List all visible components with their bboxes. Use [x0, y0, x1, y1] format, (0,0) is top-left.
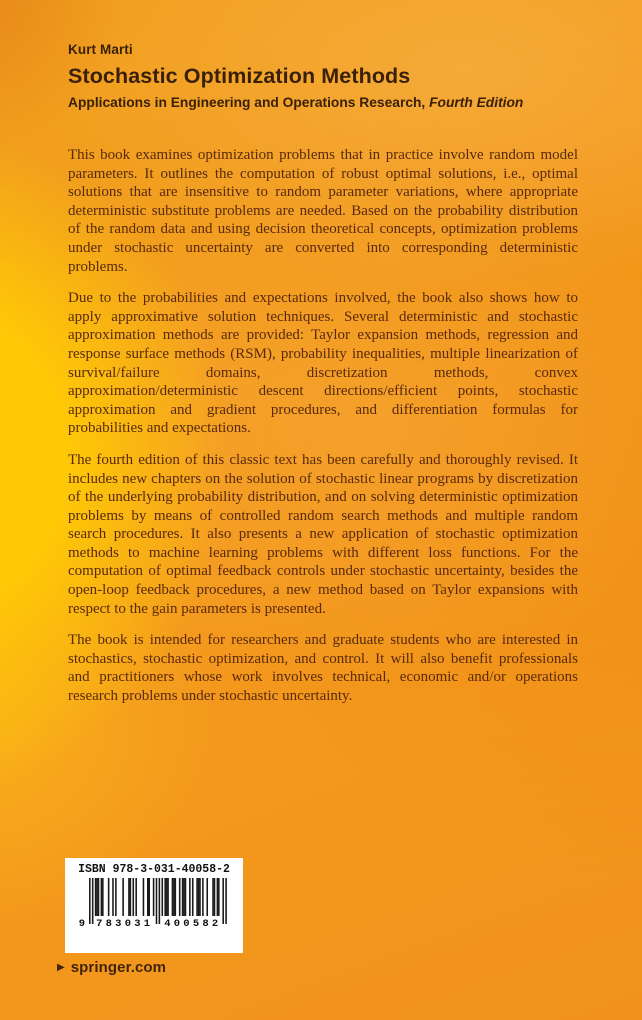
publisher-url: springer.com — [70, 959, 167, 976]
blurb-paragraph-3: The fourth edition of this classic text has been carefully and thoroughly revised. It includes new chapters on the solution of stochastic linear programs by discretization of the underlying probability distribution, and on solving deterministic optimization problems by means of controlled random search methods and multiple random search procedures. It also presents a new application of stochastic optimization methods to machine learning problems with different loss functions. For the computation of optimal feedback controls under stochastic uncertainty, besides the open-loop feedback procedures, a new method based on Taylor expansions with respect to the gain parameters is presented. — [68, 451, 578, 617]
blurb-paragraph-2: Due to the probabilities and expectations involved, the book also shows how to apply approximative solution techniques. Several deterministic and stochastic approximation methods are provided: Taylor expansion methods, regression and response surface methods (RSM), probability inequalities, multiple linearization of survival/failure domains, discretization methods, convex approximation/deterministic descent directions/efficient points, stochastic approximation and gradient procedures, and differentiation formulas for probabilities and expectations. — [68, 290, 578, 437]
blurb-text-block — [68, 146, 578, 719]
subtitle-text: Applications in Engineering and Operations Research, — [68, 95, 430, 110]
isbn-barcode-box — [65, 858, 243, 953]
barcode-digit-group-1: 9 — [78, 918, 85, 930]
isbn-label: ISBN 978-3-031-40058-2 — [78, 863, 230, 876]
play-arrow-icon: ▶ — [57, 962, 65, 973]
barcode-digit-group-3: 400582 — [164, 918, 219, 930]
book-subtitle — [68, 95, 588, 110]
book-header — [68, 42, 588, 110]
subtitle-edition: Fourth Edition — [429, 95, 524, 110]
publisher-link-row — [57, 959, 166, 976]
author-name: Kurt Marti — [68, 42, 133, 57]
blurb-paragraph-4: The book is intended for researchers and graduate students who are interested in stochastics, stochastic optimization, and control. It will also benefit professionals and practitioners whose work involves technical, economic and/or operations research problems under stochastic uncertainty. — [68, 632, 578, 705]
barcode-digit-group-2: 783031 — [96, 918, 151, 930]
ean13-barcode-image — [75, 878, 233, 933]
book-title: Stochastic Optimization Methods — [68, 64, 411, 88]
blurb-paragraph-1: This book examines optimization problems that in practice involve random model parameters. It outlines the computation of robust optimal solutions, i.e., optimal solutions that are insensitive to random parameter variations, where appropriate deterministic substitute problems are needed. Based on the probability distribution of the random data and using decision theoretical concepts, optimization problems under stochastic uncertainty are converted into corresponding deterministic problems. — [68, 147, 578, 275]
